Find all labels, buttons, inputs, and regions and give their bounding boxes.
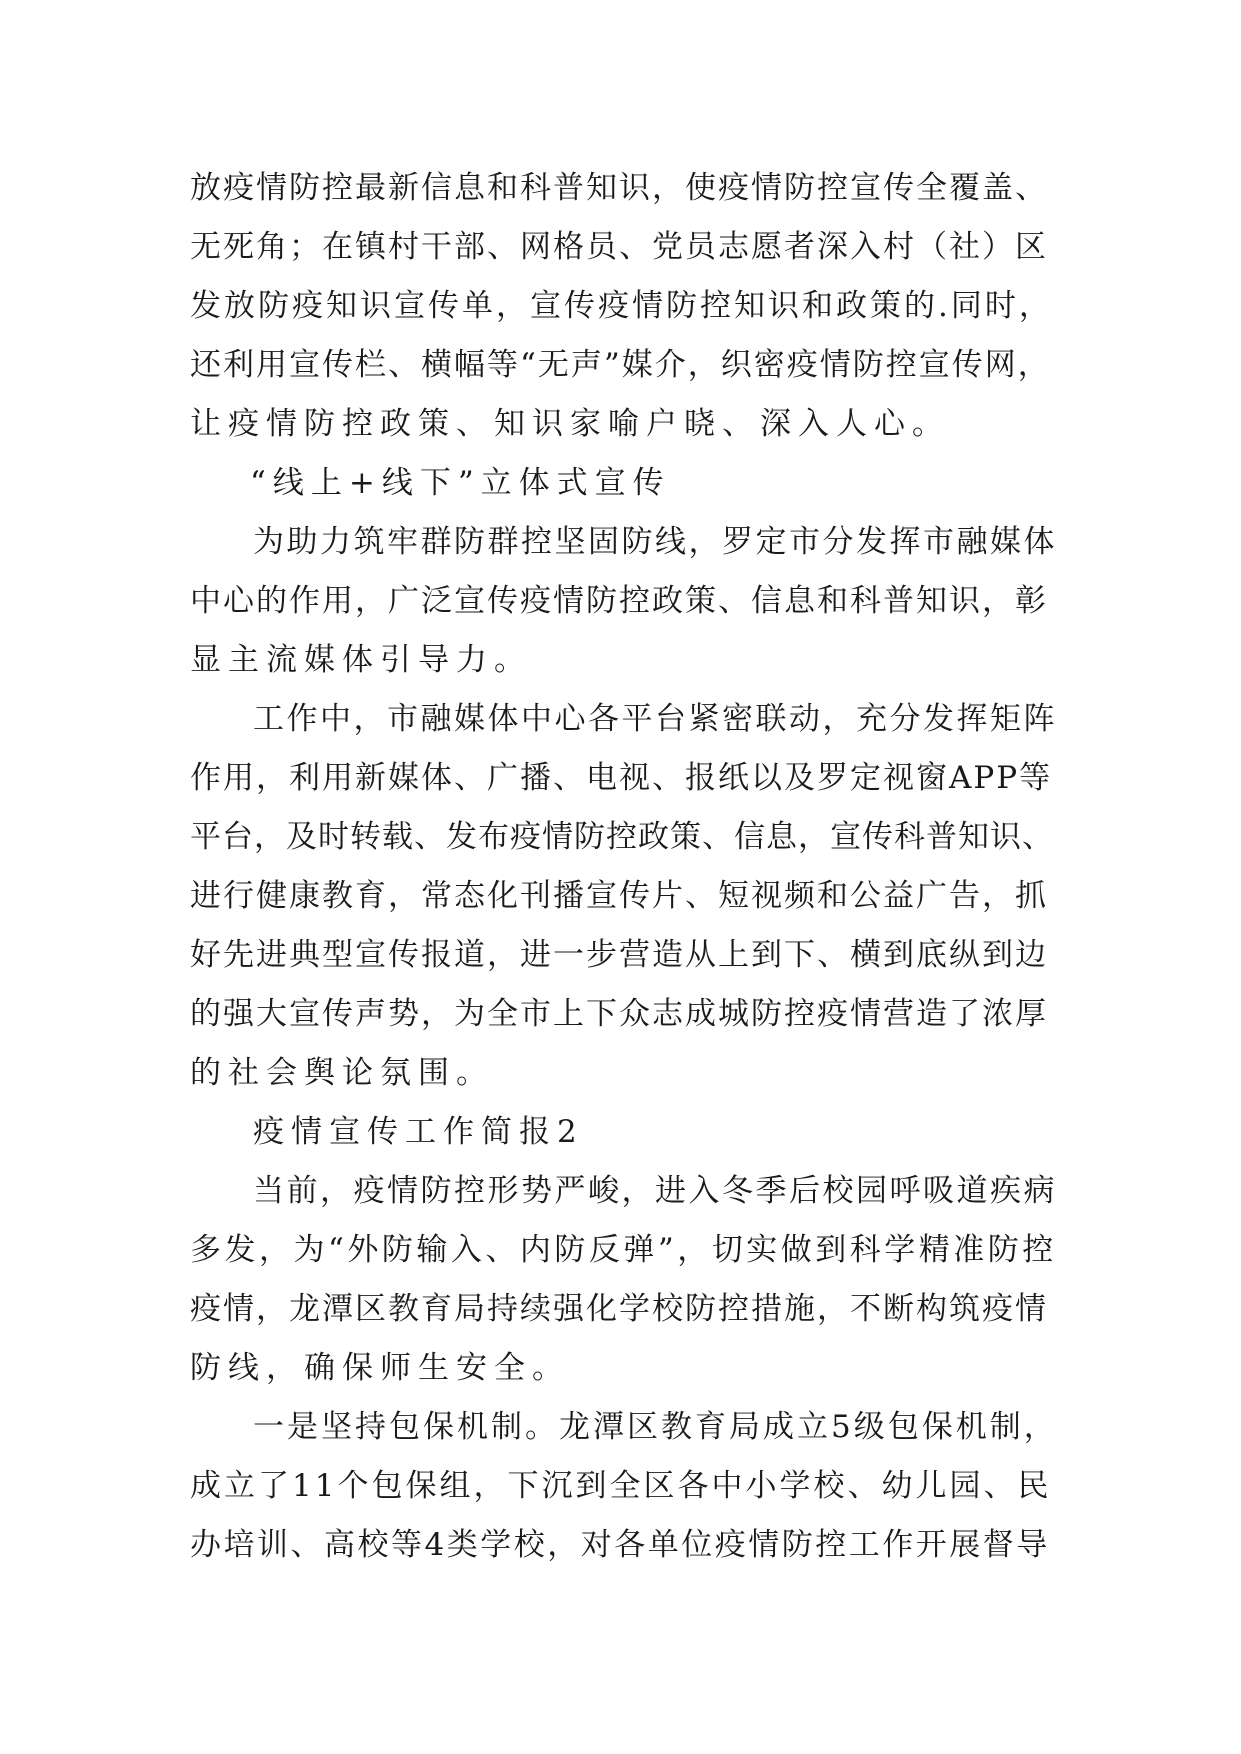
text-line: 还利用宣传栏、横幅等“无声”媒介，织密疫情防控宣传网，: [190, 347, 1051, 383]
text-line: 多发，为“外防输入、内防反弹”，切实做到科学精准防控: [190, 1232, 1057, 1268]
text-line: 作用，利用新媒体、广播、电视、报纸以及罗定视窗APP等: [190, 760, 1053, 796]
text-line: 发放防疫知识宣传单，宣传疫情防控知识和政策的.同时，: [190, 288, 1053, 324]
text-line: 防线，确保师生安全。: [190, 1350, 570, 1386]
text-line: 好先进典型宣传报道，进一步营造从上到下、横到底纵到边: [190, 937, 1048, 973]
text-line: 为助力筑牢群防群控坚固防线，罗定市分发挥市融媒体: [253, 524, 1057, 560]
text-line: 让疫情防控政策、知识家喻户晓、深入人心。: [190, 406, 950, 442]
text-line: 当前，疫情防控形势严峻，进入冬季后校园呼吸道疾病: [253, 1173, 1057, 1209]
text-line: 的强大宣传声势，为全市上下众志成城防控疫情营造了浓厚: [190, 996, 1048, 1032]
text-line: 疫情，龙潭区教育局持续强化学校防控措施，不断构筑疫情: [190, 1291, 1048, 1327]
text-line: 办培训、高校等4类学校，对各单位疫情防控工作开展督导: [190, 1527, 1050, 1563]
text-line: 放疫情防控最新信息和科普知识，使疫情防控宣传全覆盖、: [190, 170, 1048, 206]
section-heading: “线上+线下”立体式宣传: [250, 465, 671, 501]
text-line: 显主流媒体引导力。: [190, 642, 532, 678]
text-line: 进行健康教育，常态化刊播宣传片、短视频和公益广告，抓: [190, 878, 1048, 914]
text-line: 无死角；在镇村干部、网格员、党员志愿者深入村（社）区: [190, 229, 1048, 265]
text-line: 平台，及时转载、发布疫情防控政策、信息，宣传科普知识、: [190, 819, 1054, 855]
section-heading: 疫情宣传工作简报2: [253, 1114, 584, 1150]
text-line: 工作中，市融媒体中心各平台紧密联动，充分发挥矩阵: [253, 701, 1057, 737]
text-line: 中心的作用，广泛宣传疫情防控政策、信息和科普知识，彰: [190, 583, 1048, 619]
text-line: 一是坚持包保机制。龙潭区教育局成立5级包保机制，: [253, 1409, 1058, 1445]
text-line: 成立了11个包保组，下沉到全区各中小学校、幼儿园、民: [190, 1468, 1052, 1504]
text-line: 的社会舆论氛围。: [190, 1055, 494, 1091]
